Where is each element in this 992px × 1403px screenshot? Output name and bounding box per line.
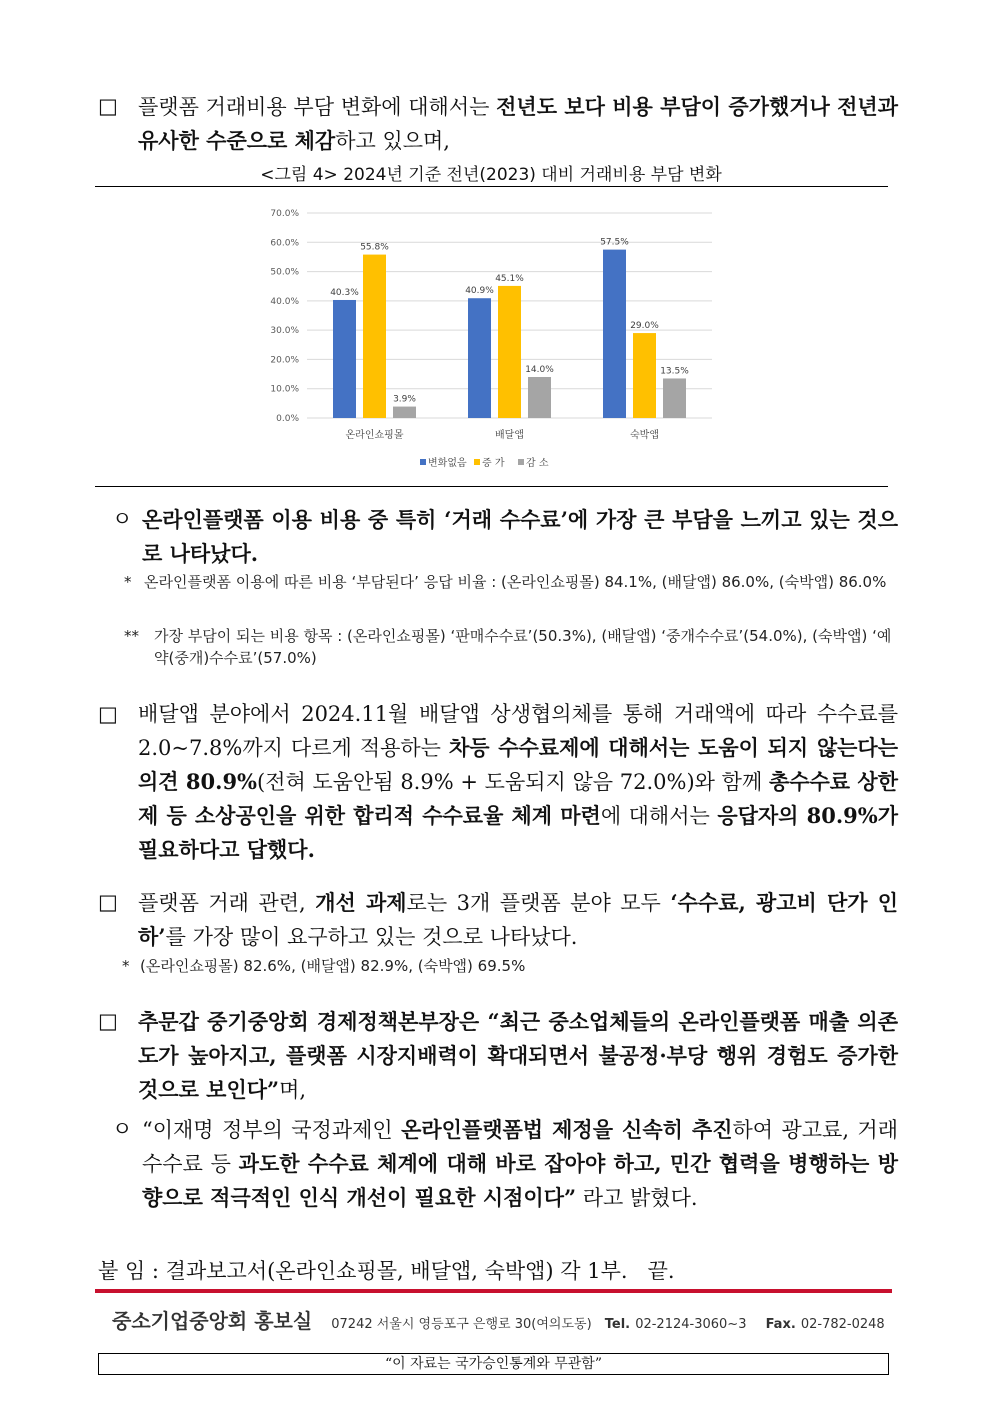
disclaimer-box: “이 자료는 국가승인통계와 무관함” <box>98 1353 889 1375</box>
text-run: 를 가장 많이 요구하고 있는 것으로 나타났다. <box>165 925 578 949</box>
paragraph-4-body <box>138 886 898 954</box>
y-tick-label: 60.0% <box>270 238 299 249</box>
footer-fax: 02-782-0248 <box>800 1317 885 1332</box>
data-label: 40.3% <box>330 287 359 298</box>
bold-run: 차등 수수료제에 대해서는 도움이 되지 않는다는 의견 80.9% <box>138 735 898 794</box>
footnote-mark: * <box>122 957 130 975</box>
text-run: 플랫폼 거래비용 부담 변화에 대해서는 <box>138 95 497 119</box>
y-tick-label: 50.0% <box>270 267 299 278</box>
y-tick-label: 20.0% <box>270 355 299 366</box>
y-tick-label: 70.0% <box>270 209 299 219</box>
bar-1-2 <box>528 377 551 418</box>
bar-2-2 <box>663 378 686 418</box>
figure-bottom-rule <box>95 486 888 487</box>
paragraph-1-body <box>138 90 898 158</box>
bar-1-1 <box>498 286 521 418</box>
square-bullet: □ <box>98 702 118 726</box>
legend-swatch <box>518 459 524 465</box>
footnote-mark: * <box>124 573 132 591</box>
data-label: 13.5% <box>660 366 689 377</box>
square-bullet: □ <box>98 890 118 914</box>
bar-0-1 <box>363 255 386 418</box>
circle-bullet: ㅇ <box>112 1117 133 1141</box>
paragraph-6-body <box>142 1113 898 1215</box>
text-run: (전혀 도움안됨 8.9% + 도움되지 않음 72.0%)와 함께 <box>257 770 769 794</box>
footnote-mark: ** <box>124 627 139 645</box>
data-label: 45.1% <box>495 273 524 284</box>
paragraph-4 <box>98 886 898 954</box>
footnote-text: 가장 부담이 되는 비용 항목 : (온라인쇼핑몰) ‘판매수수료’(50.3%), (배달앱) ‘중개수수료’(54.0%), (숙박앱) ‘예약(중개)수수료’(57.0%) <box>154 627 892 667</box>
data-label: 29.0% <box>630 321 659 332</box>
footer-tel: 02-2124-3060~3 <box>635 1317 747 1332</box>
text-run: 로는 3개 플랫폼 분야 모두 <box>406 891 671 915</box>
data-label: 3.9% <box>393 394 416 405</box>
paragraph-5-body <box>138 1005 898 1107</box>
footer-org: 중소기업중앙회 홍보실 <box>112 1309 313 1333</box>
bold-run: 개선 과제 <box>315 890 407 915</box>
bold-run: 응답자의 80.9%가 필요하다고 답했다. <box>138 803 899 862</box>
paragraph-2 <box>112 503 898 571</box>
footer-address: 07242 서울시 영등포구 은행로 30(여의도동) <box>331 1317 592 1332</box>
text-run: 라고 밝혔다. <box>576 1186 698 1210</box>
bold-run: ‘수수료, 광고비 단가 인하’ <box>138 890 898 949</box>
bold-run: 총수수료 상한제 등 소상공인을 위한 합리적 수수료율 체계 마련 <box>138 769 899 828</box>
legend-label: 증 가 <box>482 458 505 469</box>
legend-swatch <box>420 459 426 465</box>
paragraph-3 <box>98 698 898 867</box>
bold-run: 과도한 수수료 체계에 대해 바로 잡아야 하고, 민간 협력을 병행하는 방향으로 적극적인 인식 개선이 필요한 시점이다” <box>142 1151 898 1210</box>
square-bullet: □ <box>98 1009 118 1033</box>
paragraph-2-body <box>142 503 898 571</box>
paragraph-6 <box>112 1113 898 1215</box>
attachment-line: 붙 임 : 결과보고서(온라인쇼핑몰, 배달앱, 숙박앱) 각 1부. 끝. <box>98 1259 675 1283</box>
bar-2-1 <box>633 333 656 418</box>
chart-svg <box>262 200 722 480</box>
data-label: 57.5% <box>600 237 629 248</box>
footnote-text: (온라인쇼핑몰) 82.6%, (배달앱) 82.9%, (숙박앱) 69.5% <box>140 957 526 975</box>
bar-2-0 <box>603 250 626 418</box>
footer-tel-label: Tel. <box>604 1317 631 1332</box>
bold-run: 추문갑 중기중앙회 경제정책본부장은 “최근 중소업체들의 온라인플랫폼 매출 의존도가 높아지고, 플랫폼 시장지배력이 확대되면서 불공정·부당 행위 경험도 증가한 것으로 보인다” <box>138 1009 898 1102</box>
y-tick-label: 10.0% <box>270 384 299 395</box>
paragraph-3-body <box>138 698 898 867</box>
footnote-text: 온라인플랫폼 이용에 따른 비용 ‘부담된다’ 응답 비율 : (온라인쇼핑몰) 84.1%, (배달앱) 86.0%, (숙박앱) 86.0% <box>144 573 887 591</box>
y-tick-label: 0.0% <box>276 414 299 424</box>
text-run: 하고 있으며, <box>335 129 450 153</box>
x-tick-label: 온라인쇼핑몰 <box>345 430 404 441</box>
footnote-3 <box>122 955 898 977</box>
text-run: 며, <box>279 1078 307 1102</box>
bold-run: 온라인플랫폼 이용 비용 중 특히 ‘거래 수수료’에 가장 큰 부담을 느끼고 있는 것으로 나타났다. <box>142 507 898 566</box>
square-bullet: □ <box>98 94 118 118</box>
bar-chart <box>262 200 722 480</box>
legend-label: 변화없음 <box>428 458 467 469</box>
footnote-2 <box>124 625 898 669</box>
bar-0-2 <box>393 407 416 418</box>
circle-bullet: ㅇ <box>112 507 133 531</box>
x-tick-label: 배달앱 <box>495 430 524 441</box>
figure-caption: <그림 4> 2024년 기준 전년(2023) 대비 거래비용 부담 변화 <box>260 165 722 185</box>
bar-1-0 <box>468 298 491 418</box>
text-run: “이재명 정부의 국정과제인 <box>142 1118 402 1142</box>
bold-run: 전년도 보다 비용 부담이 증가했거나 전년과 유사한 수준으로 체감 <box>138 94 898 153</box>
text-run: 에 대해서는 <box>600 804 718 828</box>
y-tick-label: 40.0% <box>270 296 299 307</box>
data-label: 14.0% <box>525 365 554 375</box>
y-tick-label: 30.0% <box>270 326 299 337</box>
legend-swatch <box>474 459 480 465</box>
text-run: 하여 광고료, 거래 수수료 등 <box>142 1118 898 1176</box>
legend-label: 감 소 <box>526 458 549 469</box>
footer <box>112 1305 885 1334</box>
paragraph-5 <box>98 1005 898 1107</box>
data-label: 55.8% <box>360 242 389 253</box>
bold-run: 온라인플랫폼법 제정을 신속히 추진 <box>401 1117 733 1142</box>
footnote-1 <box>124 571 898 593</box>
x-tick-label: 숙박앱 <box>630 430 659 441</box>
text-run: 플랫폼 거래 관련, <box>138 891 316 915</box>
data-label: 40.9% <box>465 286 494 297</box>
paragraph-1 <box>98 90 898 158</box>
footer-fax-label: Fax. <box>765 1317 796 1332</box>
text-run: 배달앱 분야에서 2024.11월 배달앱 상생협의체를 통해 거래액에 따라 수수료를 2.0~7.8%까지 다르게 적용하는 <box>138 702 898 760</box>
bar-0-0 <box>333 300 356 418</box>
figure-top-rule <box>95 186 888 187</box>
footer-red-rule <box>95 1289 892 1293</box>
